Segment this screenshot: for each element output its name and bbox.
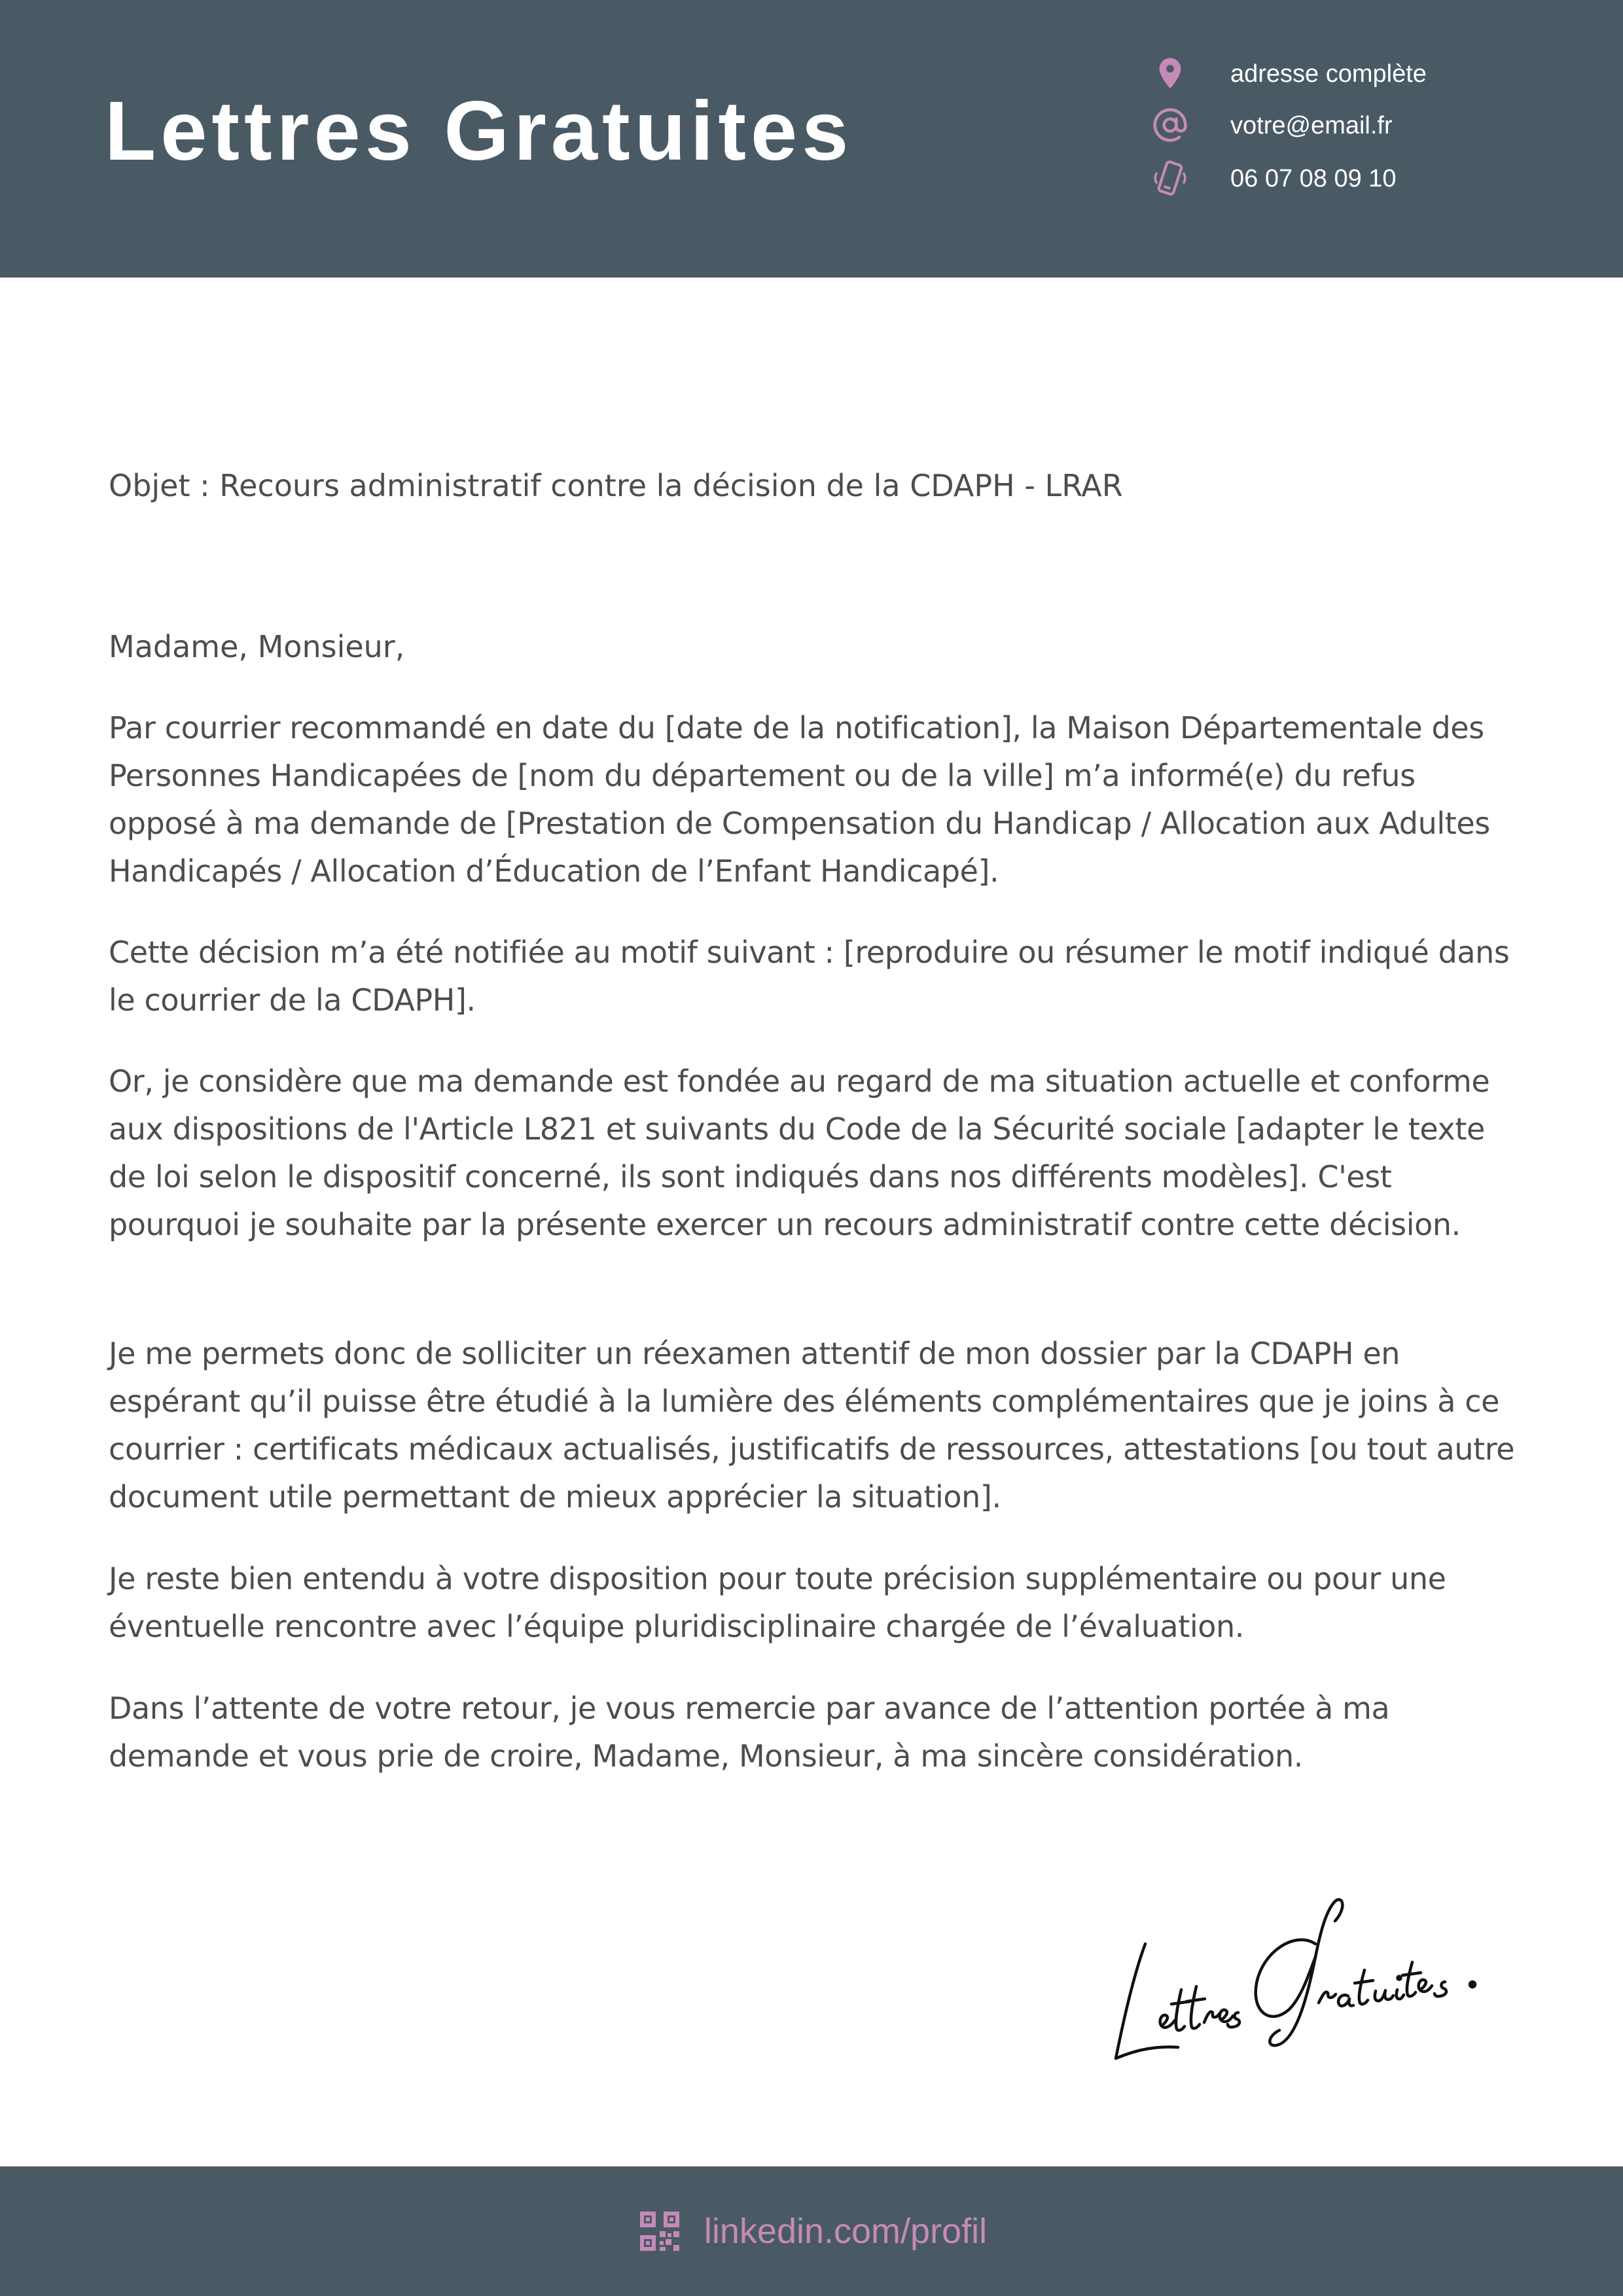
linkedin-link-text[interactable]: linkedin.com/profil bbox=[704, 2212, 988, 2251]
handwritten-signature bbox=[1099, 1892, 1518, 2068]
letter-paragraph: Or, je considère que ma demande est fondée au regard de ma situation actuelle et conforme aux dispositions de l'Article L821 et suivants du Code de la Sécurité sociale [adapter le texte de loi selon le dispositif concerné, ils sont indiqués dans nos différents modèles]. C'est pourquoi je souhaite par la présente exercer un recours administratif contre cette décision. bbox=[109, 1064, 1490, 1242]
letter-paragraph: Je me permets donc de solliciter un réexamen attentif de mon dossier par la CDAPH en espérant qu’il puisse être étudié à la lumière des éléments complémentaires que je joins à ce courrier : certificats médicaux actualisés, justificatifs de ressources, attestations [ou tout autre document utile permettant de mieux apprécier la situation]. bbox=[109, 1336, 1515, 1515]
qr-code-icon bbox=[636, 2208, 683, 2255]
contact-email-text: votre@email.fr bbox=[1230, 112, 1393, 139]
letter-paragraph: Par courrier recommandé en date du [date de la notification], la Maison Départementale des Personnes Handicapées de [nom du département ou de la ville] m’a informé(e) du refus opposé à ma demande de [Prestation de Compensation du Handicap / Allocation aux Adultes Handicapés / Allocation d’Éducation de l’Enfant Handicapé]. bbox=[109, 710, 1490, 889]
letter-paragraph: Je reste bien entendu à votre disposition pour toute précision supplémentaire ou pour une éventuelle rencontre avec l’équipe pluridisciplinaire chargée de l’évaluation. bbox=[109, 1561, 1446, 1644]
contact-address bbox=[1152, 51, 1571, 97]
phone-icon bbox=[1152, 160, 1188, 196]
contact-email bbox=[1152, 103, 1571, 149]
contact-address-text: adresse complète bbox=[1230, 60, 1427, 88]
letter-paragraph: Dans l’attente de votre retour, je vous remercie par avance de l’attention portée à ma demande et vous prie de croire, Madame, Monsieur, à ma sincère considération. bbox=[109, 1691, 1390, 1774]
header-banner bbox=[0, 0, 1623, 278]
contact-phone bbox=[1152, 156, 1571, 202]
footer-banner bbox=[0, 2166, 1623, 2296]
letter-subject: Objet : Recours administratif contre la décision de la CDAPH - LRAR bbox=[109, 468, 1123, 503]
letter-salutation: Madame, Monsieur, bbox=[109, 629, 405, 664]
contact-phone-text: 06 07 08 09 10 bbox=[1230, 165, 1397, 192]
brand-title: Lettres Gratuites bbox=[105, 84, 853, 178]
at-sign-icon bbox=[1152, 107, 1188, 143]
letter-paragraph: Cette décision m’a été notifiée au motif suivant : [reproduire ou résumer le motif indiqué dans le courrier de la CDAPH]. bbox=[109, 935, 1510, 1018]
linkedin-link[interactable] bbox=[0, 2166, 1623, 2296]
location-pin-icon bbox=[1152, 55, 1188, 92]
